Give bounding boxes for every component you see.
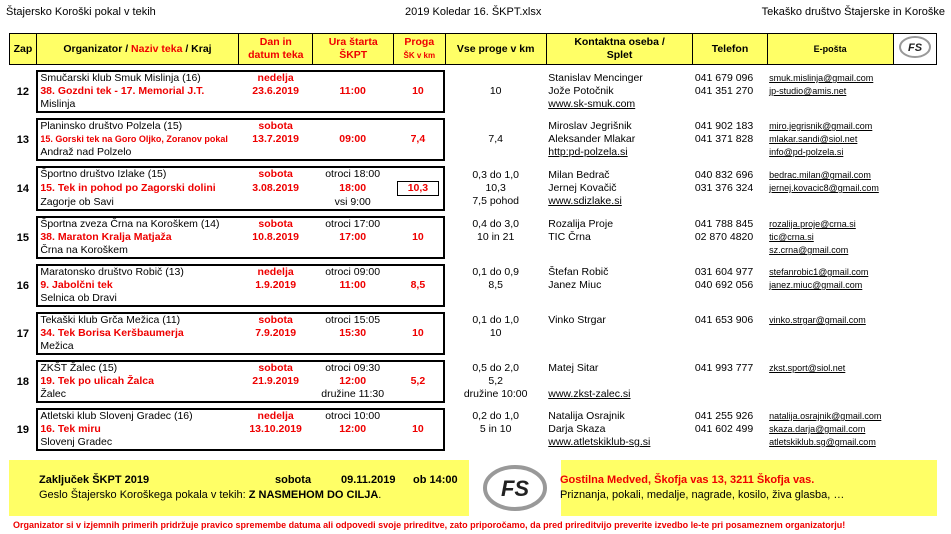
course-km: 5,2 — [410, 375, 426, 387]
start-time: 11:00 — [339, 279, 366, 291]
extra-start — [313, 98, 393, 112]
row-number: 14 — [16, 182, 30, 195]
race-place: Andraž nad Polzelo — [40, 146, 132, 158]
table-row — [10, 360, 937, 403]
col-contact: Kontaktna oseba / Splet — [546, 34, 693, 65]
contact-1: Matej Sitar — [548, 362, 599, 374]
col-organizer — [36, 34, 238, 65]
contact-2 — [548, 327, 691, 340]
phone-cell: 041 653 906 — [694, 314, 754, 326]
col-org-part-a: Organizator / — [63, 42, 129, 55]
course-km: 10 — [412, 327, 424, 339]
kids-start: otroci 09:30 — [325, 362, 381, 374]
phone-cell: 031 604 977 040 692 056 — [694, 266, 754, 291]
contact-1: Rozalija Proje — [548, 218, 614, 230]
col-phone: Telefon — [693, 34, 767, 65]
contact-cell — [546, 166, 693, 211]
all-courses: 0,1 do 0,9 8,5 — [472, 266, 520, 291]
finale-venue: Gostilna Medved, Škofja vas 13, 3211 Škofja vas. — [560, 474, 815, 486]
contact-2 — [548, 375, 691, 388]
organizer-name: ZKŠT Žalec (15) — [40, 362, 118, 374]
start-time: 18:00 — [339, 182, 367, 194]
fs-logo-large-icon — [469, 460, 561, 516]
race-place: Slovenj Gradec — [40, 436, 113, 448]
email-link-2[interactable]: mlakar.sandi@siol.net — [769, 134, 858, 144]
all-courses: 0,4 do 3,0 10 in 21 — [472, 218, 520, 243]
email-cell — [767, 312, 936, 355]
email-cell — [767, 264, 936, 307]
email-cell — [767, 166, 936, 211]
start-time: 15:30 — [339, 327, 367, 339]
all-courses: 0,2 do 1,0 5 in 10 — [472, 410, 520, 435]
contact-2: Darja Skaza — [548, 423, 606, 435]
finale-date: 09.11.2019 — [341, 474, 396, 486]
extra-start — [313, 146, 393, 160]
race-day: sobota — [258, 218, 293, 230]
all-courses: 10 — [489, 85, 502, 97]
kids-start: otroci 18:00 — [325, 168, 381, 180]
contact-1: Natalija Osrajnik — [548, 410, 625, 422]
race-name: 19. Tek po ulicah Žalca — [40, 375, 154, 387]
phone-cell: 041 788 845 02 870 4820 — [694, 218, 754, 243]
course-km: 7,4 — [410, 133, 426, 145]
email-link-2[interactable] — [769, 375, 934, 388]
all-courses: 0,3 do 1,0 10,3 7,5 pohod — [472, 169, 520, 207]
organizer-name: Športna zveza Črna na Koroškem (14) — [40, 218, 220, 230]
finale-day: sobota — [275, 474, 312, 486]
race-name: 34. Tek Borisa Keršbaumerja — [40, 327, 184, 339]
course-km: 10 — [412, 231, 424, 243]
contact-cell — [546, 312, 693, 355]
extra-start — [313, 244, 393, 258]
row-number: 13 — [16, 133, 30, 146]
extra-start: vsi 9:00 — [334, 196, 371, 208]
contact-2: TIC Črna — [548, 231, 591, 243]
col-org-part-b: Naziv teka — [131, 42, 183, 55]
race-day: sobota — [258, 120, 293, 132]
table-header-row — [10, 34, 937, 65]
race-name: 38. Maraton Kralja Matjaža — [40, 231, 172, 243]
extra-start — [313, 436, 393, 450]
contact-cell — [546, 216, 693, 259]
extra-start — [313, 340, 393, 354]
table-row — [10, 166, 937, 211]
race-date: 13.10.2019 — [249, 423, 302, 435]
header-filename: 2019 Koledar 16. ŠKPT.xlsx — [405, 6, 542, 18]
svg-text:FS: FS — [500, 476, 530, 501]
email-link-3[interactable]: atletskiklub.sg@gmail.com — [769, 437, 876, 447]
header-title-left: Štajersko Koroški pokal v tekih — [6, 6, 156, 18]
race-info-box — [36, 118, 445, 161]
email-cell — [767, 118, 936, 161]
contact-1: Stanislav Mencinger — [548, 72, 643, 84]
email-link-3[interactable]: info@pd-polzela.si — [769, 147, 844, 157]
col-course: Proga ŠK v km — [393, 34, 445, 65]
col-email: E-pošta — [767, 34, 893, 65]
all-courses: 0,1 do 1,0 10 — [472, 314, 520, 339]
race-place: Mežica — [40, 340, 74, 352]
email-link-2[interactable] — [769, 327, 934, 340]
email-link-2[interactable]: tic@crna.si — [769, 232, 814, 242]
contact-2: Jože Potočnik — [548, 85, 614, 97]
contact-cell — [546, 118, 693, 161]
phone-cell: 041 993 777 — [694, 362, 754, 374]
table-row — [10, 408, 937, 451]
email-link-1[interactable]: rozalija.proje@crna.si — [769, 219, 856, 229]
race-info-box — [36, 166, 445, 211]
organizer-name: Športno društvo Izlake (15) — [40, 168, 167, 180]
race-info-box — [36, 360, 445, 403]
kids-start — [313, 71, 393, 85]
email-link-1[interactable]: smuk.mislinja@gmail.com — [769, 73, 874, 83]
email-link-2[interactable]: jp-studio@amis.net — [769, 86, 847, 96]
contact-2: Jernej Kovačič — [548, 182, 617, 194]
email-link-2[interactable]: jernej.kovacic8@gmail.com — [769, 183, 879, 193]
phone-cell: 041 255 926 041 602 499 — [694, 410, 754, 435]
race-place: Črna na Koroškem — [40, 244, 128, 256]
course-km: 10 — [412, 423, 424, 435]
row-number: 15 — [16, 231, 30, 244]
col-org-part-c: / Kraj — [185, 42, 212, 55]
start-time: 17:00 — [339, 231, 367, 243]
organizer-name: Smučarski klub Smuk Mislinja (16) — [40, 72, 201, 84]
website-link[interactable] — [548, 292, 691, 305]
email-link-2[interactable]: skaza.darja@gmail.com — [769, 424, 866, 434]
course-km: 8,5 — [410, 279, 426, 291]
kids-start: otroci 17:00 — [325, 218, 381, 230]
contact-cell — [546, 264, 693, 307]
calendar-table — [9, 33, 937, 451]
finale-extras: Priznanja, pokali, medalje, nagrade, kosilo, živa glasba, … — [560, 489, 845, 501]
all-courses: 0,5 do 2,0 5,2 družine 10:00 — [463, 362, 528, 400]
table-row — [10, 70, 937, 113]
email-link-1[interactable]: miro.jegrisnik@gmail.com — [769, 121, 873, 131]
contact-1: Miroslav Jegrišnik — [548, 120, 632, 132]
email-cell — [767, 360, 936, 403]
race-place: Zagorje ob Savi — [40, 196, 114, 208]
race-name: 38. Gozdni tek - 17. Memorial J.T. — [40, 85, 205, 97]
race-date: 3.08.2019 — [252, 182, 299, 194]
col-date: Dan in datum teka — [239, 34, 313, 65]
start-time: 09:00 — [339, 133, 367, 145]
col-start: Ura štarta ŠKPT — [313, 34, 394, 65]
course-km: 10,3 — [393, 181, 444, 196]
race-date: 21.9.2019 — [252, 375, 299, 387]
race-info-box — [36, 216, 445, 259]
email-link-3[interactable] — [769, 195, 934, 208]
email-link-1[interactable]: vinko.strgar@gmail.com — [769, 315, 866, 325]
all-courses: 7,4 — [488, 133, 503, 145]
finale-motto: Geslo Štajersko Koroškega pokala v tekih: Z NASMEHOM DO CILJA. — [39, 489, 382, 501]
kids-start: otroci 10:00 — [325, 410, 381, 422]
header-title-right: Tekaško društvo Štajerske in Koroške — [761, 6, 945, 18]
contact-cell — [546, 70, 693, 113]
finale-panel — [9, 460, 937, 516]
race-name: 15. Gorski tek na Goro Oljko, Zoranov pokal — [40, 134, 228, 144]
email-cell — [767, 70, 936, 113]
race-day: nedelja — [257, 410, 294, 422]
email-link-2[interactable]: janez.miuc@gmail.com — [769, 280, 863, 290]
footer-notice: Organizator si v izjemnih primerih pridržuje pravico spremembe datuma ali odpovedi svoje prireditve, zato priporočamo, da pred prireditvijo preverite izvedbo le-te pri posameznem organizatorju! — [13, 520, 846, 530]
race-info-box — [36, 70, 445, 113]
row-number: 12 — [16, 85, 30, 98]
race-date: 10.8.2019 — [252, 231, 299, 243]
email-link-1[interactable]: zkst.sport@siol.net — [769, 363, 846, 373]
website-link[interactable]: www.sdizlake.si — [548, 195, 622, 207]
race-info-box — [36, 312, 445, 355]
contact-cell — [546, 408, 693, 451]
contact-1: Vinko Strgar — [548, 314, 606, 326]
extra-start: družine 11:30 — [321, 388, 385, 400]
email-link-1[interactable]: stefanrobic1@gmail.com — [769, 267, 869, 277]
email-cell — [767, 216, 936, 259]
contact-2: Aleksander Mlakar — [548, 133, 636, 145]
race-day: sobota — [258, 168, 293, 180]
start-time: 12:00 — [339, 423, 367, 435]
race-name: 15. Tek in pohod po Zagorski dolini — [40, 182, 216, 194]
phone-cell: 040 832 696 031 376 324 — [694, 169, 754, 194]
website-link[interactable] — [548, 244, 691, 257]
start-time: 11:00 — [339, 85, 366, 97]
email-link-3[interactable] — [769, 292, 934, 305]
organizer-name: Atletski klub Slovenj Gradec (16) — [40, 410, 193, 422]
svg-text:FS: FS — [907, 42, 922, 54]
race-place: Selnica ob Dravi — [40, 292, 117, 304]
email-link-3[interactable]: sz.crna@gmail.com — [769, 245, 849, 255]
contact-cell — [546, 360, 693, 403]
organizer-name: Maratonsko društvo Robič (13) — [40, 266, 184, 278]
website-link[interactable]: www.sk-smuk.com — [548, 98, 636, 110]
race-info-box — [36, 264, 445, 307]
organizer-name: Tekaški klub Grča Mežica (11) — [40, 314, 181, 326]
table-row — [10, 264, 937, 307]
phone-cell: 041 679 096 041 351 270 — [694, 72, 754, 97]
course-km: 10 — [412, 85, 424, 97]
row-number: 16 — [16, 279, 30, 292]
table-row — [10, 216, 937, 259]
finale-time: ob 14:00 — [413, 474, 458, 486]
email-link-3[interactable] — [769, 388, 934, 401]
col-zap: Zap — [10, 34, 37, 65]
race-place: Mislinja — [40, 98, 76, 110]
website-link[interactable]: www.zkst-zalec.si — [548, 388, 631, 400]
email-link-3[interactable] — [769, 98, 934, 111]
col-all-courses: Vse proge v km — [445, 34, 546, 65]
extra-start — [313, 292, 393, 306]
email-cell — [767, 408, 936, 451]
race-place: Žalec — [40, 388, 67, 400]
race-date: 13.7.2019 — [252, 133, 299, 145]
finale-title: Zaključek ŠKPT 2019 — [39, 474, 150, 486]
website-link[interactable]: http:pd-polzela.si — [548, 146, 628, 158]
race-date: 1.9.2019 — [255, 279, 297, 291]
race-name: 9. Jabolčni tek — [40, 279, 113, 291]
race-date: 7.9.2019 — [255, 327, 297, 339]
race-day: sobota — [258, 314, 293, 326]
contact-1: Štefan Robič — [548, 266, 609, 278]
kids-start — [313, 119, 393, 133]
row-number: 19 — [16, 423, 30, 436]
kids-start: otroci 15:05 — [325, 314, 381, 326]
email-link-1[interactable]: bedrac.milan@gmail.com — [769, 170, 871, 180]
row-number: 18 — [16, 375, 30, 388]
phone-cell: 041 902 183 041 371 828 — [694, 120, 754, 145]
table-row — [10, 118, 937, 161]
website-link[interactable]: www.atletskiklub-sg.si — [548, 436, 651, 448]
contact-2: Janez Miuc — [548, 279, 602, 291]
race-day: nedelja — [257, 72, 294, 84]
race-day: nedelja — [257, 266, 294, 278]
race-day: sobota — [258, 362, 293, 374]
table-row — [10, 312, 937, 355]
start-time: 12:00 — [339, 375, 367, 387]
fs-logo-icon — [893, 34, 936, 65]
race-date: 23.6.2019 — [252, 85, 299, 97]
contact-1: Milan Bedrač — [548, 169, 610, 181]
organizer-name: Planinsko društvo Polzela (15) — [40, 120, 183, 132]
race-name: 16. Tek miru — [40, 423, 101, 435]
row-number: 17 — [16, 327, 30, 340]
email-link-1[interactable]: natalija.osrajnik@gmail.com — [769, 411, 882, 421]
kids-start: otroci 09:00 — [325, 266, 381, 278]
website-link[interactable] — [548, 340, 691, 353]
email-link-3[interactable] — [769, 340, 934, 353]
race-info-box — [36, 408, 445, 451]
